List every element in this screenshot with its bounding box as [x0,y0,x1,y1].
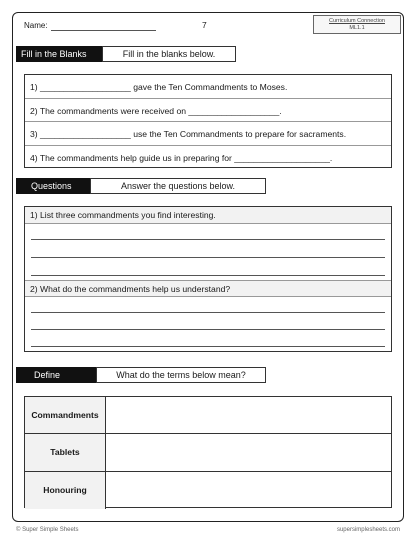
question-1: 1) List three commandments you find interesting. [25,207,391,224]
answer-line[interactable] [31,257,385,258]
define-table [24,396,392,508]
footer-copyright: © Super Simple Sheets [16,527,79,533]
define-instruction: What do the terms below mean? [96,367,266,383]
define-row [25,472,391,509]
questions-tag: Questions [16,178,90,194]
answer-line[interactable] [31,312,385,313]
term-label: Honouring [25,472,106,509]
define-row [25,397,391,434]
answer-line[interactable] [31,239,385,240]
fill-blank-item-4[interactable]: 4) The commandments help guide us in preparing for ____________________. [30,152,333,163]
answer-line[interactable] [31,329,385,330]
fill-blanks-instruction: Fill in the blanks below. [102,46,236,62]
curriculum-connection-box [313,15,401,34]
curriculum-title: Curriculum Connection [329,18,385,24]
term-label: Tablets [25,434,106,470]
footer-website: supersimplesheets.com [336,527,400,533]
fill-blank-item-1[interactable]: 1) ___________________ gave the Ten Commandments to Moses. [25,75,391,99]
term-label: Commandments [25,397,106,433]
define-row [25,434,391,471]
definition-field[interactable] [106,434,391,470]
define-tag: Define [16,367,96,383]
answer-line[interactable] [31,275,385,276]
fill-blank-item-3[interactable]: 3) ___________________ use the Ten Commandments to prepare for sacraments. [25,122,391,146]
answer-line[interactable] [31,346,385,347]
name-label: Name: [24,21,48,30]
definition-field[interactable] [106,397,391,433]
definition-field[interactable] [106,472,391,509]
curriculum-code: ML1.1 [349,25,365,31]
question-2: 2) What do the commandments help us understand? [25,280,391,297]
fill-blank-item-2[interactable]: 2) The commandments were received on ___________________. [25,99,391,123]
fill-blanks-tag: Fill in the Blanks [16,46,102,62]
fill-blanks-box [24,74,392,168]
name-field[interactable] [51,30,156,31]
questions-box [24,206,392,352]
page-number: 7 [202,20,207,30]
questions-instruction: Answer the questions below. [90,178,266,194]
